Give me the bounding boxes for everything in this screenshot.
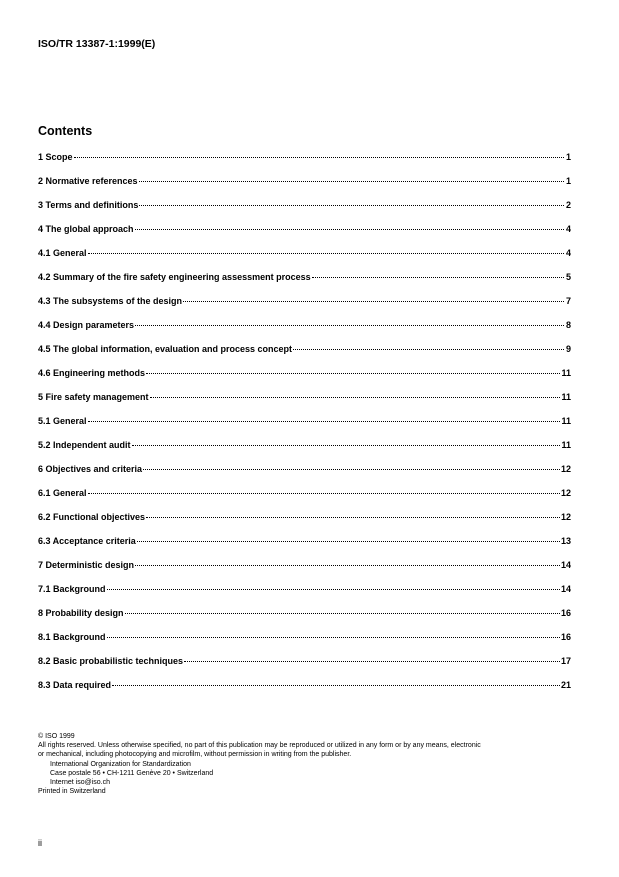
- organization-name: International Organization for Standardization: [50, 760, 191, 768]
- rights-text-line-1: All rights reserved. Unless otherwise specified, no part of this publication may be reproduced or utilized in any form or by any means, electronic: [38, 742, 481, 750]
- dot-leader: [150, 397, 561, 398]
- document-identifier: ISO/TR 13387-1:1999(E): [38, 38, 156, 50]
- toc-entry-title: 4.1 General: [38, 248, 87, 258]
- toc-entry-title: 6.2 Functional objectives: [38, 512, 146, 522]
- toc-entry-page: 11: [561, 368, 571, 378]
- toc-entry[interactable]: [38, 680, 571, 704]
- toc-entry-title: 5.2 Independent audit: [38, 440, 131, 450]
- toc-entry[interactable]: [38, 272, 571, 296]
- toc-entry-page: 1: [565, 176, 571, 186]
- contents-heading: Contents: [38, 124, 93, 138]
- dot-leader: [143, 469, 560, 470]
- toc-entry[interactable]: [38, 248, 571, 272]
- toc-entry[interactable]: [38, 560, 571, 584]
- toc-entry[interactable]: [38, 176, 571, 200]
- toc-entry-page: 8: [565, 320, 571, 330]
- table-of-contents: [38, 152, 571, 704]
- dot-leader: [135, 325, 564, 326]
- dot-leader: [135, 229, 564, 230]
- rights-text-line-2: or mechanical, including photocopying and microfilm, without permission in writing from the publisher.: [38, 751, 352, 759]
- toc-entry-page: 11: [561, 416, 571, 426]
- toc-entry-title: 4.2 Summary of the fire safety engineering assessment process: [38, 272, 311, 282]
- dot-leader: [139, 181, 564, 182]
- toc-entry-page: 4: [565, 248, 571, 258]
- toc-entry-title: 7.1 Background: [38, 584, 106, 594]
- toc-entry[interactable]: [38, 464, 571, 488]
- toc-entry-title: 5.1 General: [38, 416, 87, 426]
- toc-entry[interactable]: [38, 200, 571, 224]
- toc-entry[interactable]: [38, 536, 571, 560]
- toc-entry-title: 8.1 Background: [38, 632, 106, 642]
- dot-leader: [184, 661, 560, 662]
- toc-entry-title: 7 Deterministic design: [38, 560, 135, 570]
- dot-leader: [132, 445, 561, 446]
- toc-entry-page: 14: [560, 584, 571, 594]
- toc-entry[interactable]: [38, 440, 571, 464]
- toc-entry-page: 11: [561, 392, 571, 402]
- dot-leader: [125, 613, 560, 614]
- dot-leader: [312, 277, 564, 278]
- copyright-footer: [38, 732, 583, 796]
- toc-entry-page: 12: [560, 464, 571, 474]
- toc-entry-page: 9: [565, 344, 571, 354]
- toc-entry-page: 11: [561, 440, 571, 450]
- copyright-notice: © ISO 1999: [38, 733, 75, 740]
- toc-entry-page: 16: [560, 608, 571, 618]
- toc-entry[interactable]: [38, 368, 571, 392]
- toc-entry[interactable]: [38, 632, 571, 656]
- toc-entry-title: 8 Probability design: [38, 608, 124, 618]
- dot-leader: [137, 541, 560, 542]
- toc-entry-title: 5 Fire safety management: [38, 392, 149, 402]
- internet-contact: Internet iso@iso.ch: [50, 779, 111, 787]
- dot-leader: [74, 157, 564, 158]
- dot-leader: [146, 373, 560, 374]
- toc-entry-title: 4.6 Engineering methods: [38, 368, 146, 378]
- postal-address: Case postale 56 • CH-1211 Genève 20 • Switzerland: [50, 769, 214, 777]
- page-number: ii: [38, 838, 42, 848]
- toc-entry[interactable]: [38, 320, 571, 344]
- toc-entry-page: 7: [565, 296, 571, 306]
- toc-entry-page: 17: [560, 656, 571, 666]
- toc-entry[interactable]: [38, 344, 571, 368]
- toc-entry-title: 3 Terms and definitions: [38, 200, 139, 210]
- toc-entry[interactable]: [38, 296, 571, 320]
- toc-entry-title: 1 Scope: [38, 152, 73, 162]
- dot-leader: [183, 301, 564, 302]
- dot-leader: [135, 565, 560, 566]
- toc-entry-page: 21: [560, 680, 571, 690]
- toc-entry-title: 4.4 Design parameters: [38, 320, 135, 330]
- toc-entry[interactable]: [38, 224, 571, 248]
- toc-entry-title: 8.2 Basic probabilistic techniques: [38, 656, 184, 666]
- dot-leader: [146, 517, 560, 518]
- toc-entry-page: 1: [565, 152, 571, 162]
- dot-leader: [107, 589, 560, 590]
- toc-entry-title: 6.3 Acceptance criteria: [38, 536, 136, 546]
- toc-entry-page: 14: [560, 560, 571, 570]
- toc-entry-page: 12: [560, 512, 571, 522]
- toc-entry-title: 6 Objectives and criteria: [38, 464, 143, 474]
- toc-entry[interactable]: [38, 416, 571, 440]
- toc-entry-title: 4.5 The global information, evaluation and process concept: [38, 344, 293, 354]
- printed-in: Printed in Switzerland: [38, 788, 106, 796]
- toc-entry-title: 4.3 The subsystems of the design: [38, 296, 183, 306]
- dot-leader: [112, 685, 560, 686]
- toc-entry[interactable]: [38, 392, 571, 416]
- toc-entry[interactable]: [38, 608, 571, 632]
- toc-entry-title: 8.3 Data required: [38, 680, 112, 690]
- dot-leader: [293, 349, 564, 350]
- dot-leader: [88, 421, 561, 422]
- dot-leader: [88, 253, 564, 254]
- toc-entry-page: 5: [565, 272, 571, 282]
- dot-leader: [139, 205, 564, 206]
- toc-entry-page: 4: [565, 224, 571, 234]
- toc-entry[interactable]: [38, 152, 571, 176]
- toc-entry-page: 13: [560, 536, 571, 546]
- toc-entry[interactable]: [38, 584, 571, 608]
- dot-leader: [107, 637, 560, 638]
- toc-entry-page: 12: [560, 488, 571, 498]
- dot-leader: [88, 493, 560, 494]
- toc-entry[interactable]: [38, 656, 571, 680]
- toc-entry-page: 16: [560, 632, 571, 642]
- toc-entry-title: 6.1 General: [38, 488, 87, 498]
- toc-entry-page: 2: [565, 200, 571, 210]
- toc-entry[interactable]: [38, 488, 571, 512]
- toc-entry-title: 4 The global approach: [38, 224, 134, 234]
- toc-entry-title: 2 Normative references: [38, 176, 138, 186]
- toc-entry[interactable]: [38, 512, 571, 536]
